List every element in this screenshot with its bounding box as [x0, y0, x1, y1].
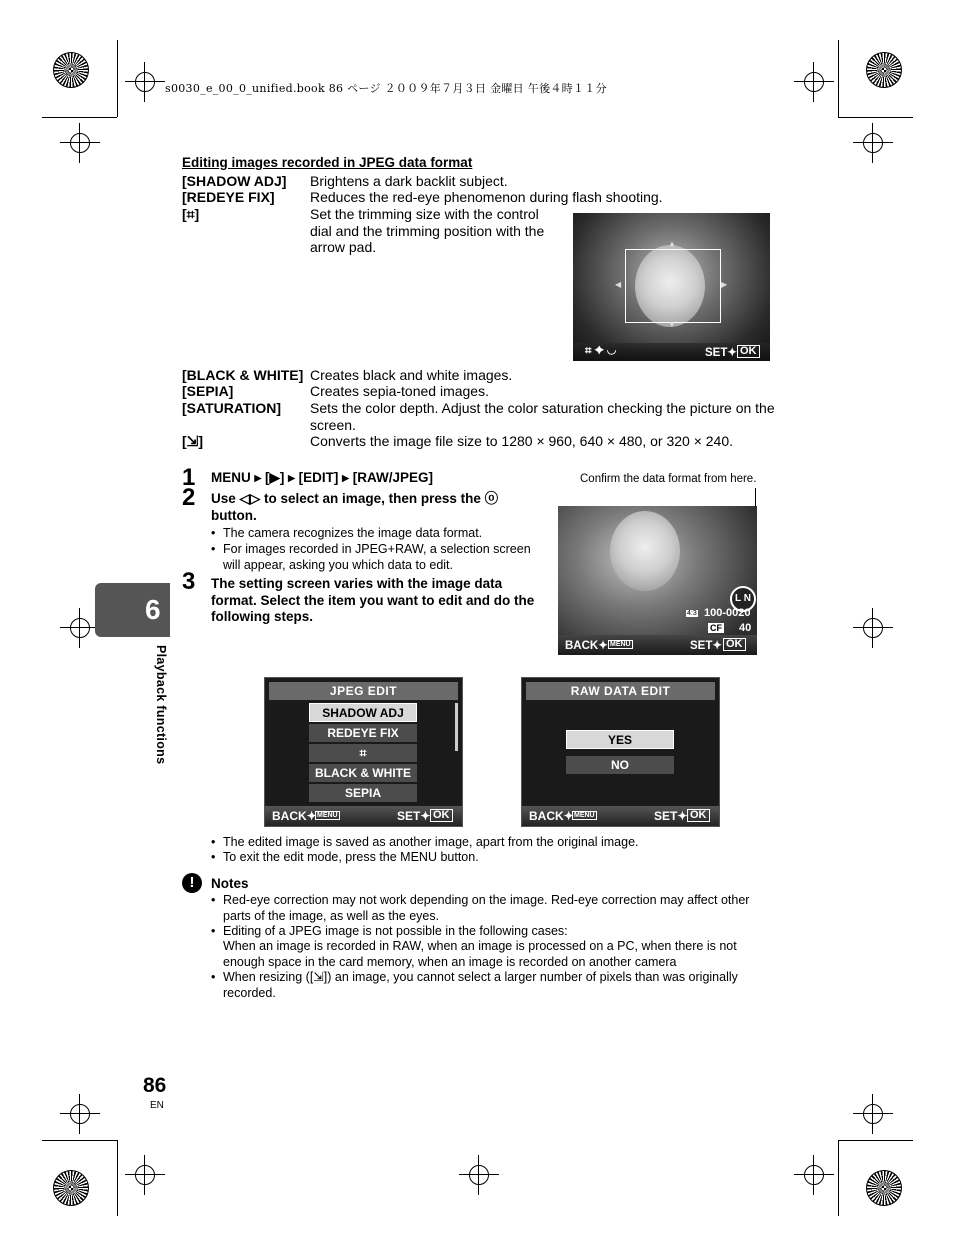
desc-trim: Set the trimming size with the control dial and the trimming position with the arrow pad. [310, 206, 545, 255]
registration-sunburst-icon [866, 1170, 902, 1206]
crop-mark [42, 117, 117, 118]
playback-bottom-bar [558, 635, 757, 655]
jpeg-edit-screen [264, 677, 463, 827]
step-number: 3 [182, 568, 196, 595]
crop-mark [838, 40, 839, 117]
list-item: • For images recorded in JPEG+RAW, a selection screen will appear, asking you which data to edit. [211, 542, 531, 572]
crosshair-icon [135, 72, 155, 92]
file-number: 100-0020 [704, 607, 751, 619]
arrow-down-icon: ▼ [668, 320, 676, 329]
menu-item-no[interactable]: NO [566, 756, 674, 774]
back-label: BACK✦ [272, 809, 317, 823]
step-text: The setting screen varies with the image data format. Select the item you want to edit and do the following steps. [211, 576, 535, 624]
crosshair-icon [863, 1104, 883, 1124]
format-icon: 4:3 [687, 610, 697, 617]
menu-item-black-white[interactable]: BLACK & WHITE [309, 764, 417, 782]
confirm-caption: Confirm the data format from here. [580, 473, 757, 485]
set-label: SET✦ [654, 809, 688, 823]
crosshair-icon [70, 1104, 90, 1124]
registration-sunburst-icon [53, 1170, 89, 1206]
notes-warning-icon: ! [182, 873, 202, 893]
menu-bottom-bar [522, 806, 719, 826]
menu-item-sepia[interactable]: SEPIA [309, 784, 417, 802]
section-title: Editing images recorded in JPEG data format [182, 155, 473, 170]
menu-bottom-bar [265, 806, 462, 826]
back-label: BACK✦ [565, 640, 608, 652]
chapter-label: Playback functions [154, 645, 168, 765]
menu-title: JPEG EDIT [269, 682, 458, 700]
term-resize: [⇲] [182, 433, 204, 449]
desc-resize: Converts the image file size to 1280 × 960, 640 × 480, or 320 × 240. [310, 433, 734, 449]
crosshair-icon [863, 618, 883, 638]
ok-icon: OK [430, 809, 453, 822]
quality-icon: L N [730, 586, 756, 612]
list-item: • To exit the edit mode, press the MENU button. [211, 850, 479, 864]
back-label: BACK✦ [529, 809, 574, 823]
crop-mark [42, 1140, 117, 1141]
step-text: MENU ▸ [▶] ▸ [EDIT] ▸ [RAW/JPEG] [211, 470, 433, 485]
ok-icon: OK [687, 809, 710, 822]
step-text: Use ◁▷ to select an image, then press the ⓞ button. [211, 491, 499, 523]
desc-sepia: Creates sepia-toned images. [310, 383, 489, 399]
raw-edit-screen [521, 677, 720, 827]
menu-item-trim[interactable]: ⌗ [309, 744, 417, 762]
step-number: 2 [182, 484, 196, 511]
list-item: • The edited image is saved as another image, apart from the original image. [211, 835, 639, 849]
list-item: • Editing of a JPEG image is not possible in the following cases: [211, 924, 568, 938]
crop-mark [838, 117, 913, 118]
ok-icon: OK [737, 345, 760, 358]
set-label: SET✦ [397, 809, 431, 823]
crop-mark [838, 1140, 839, 1216]
desc-black-white: Creates black and white images. [310, 367, 513, 383]
language-label: EN [150, 1100, 164, 1111]
desc-redeye-fix: Reduces the red-eye phenomenon during flash shooting. [310, 189, 663, 205]
child-photo [610, 511, 680, 591]
crop-mark [117, 40, 118, 117]
term-saturation: [SATURATION] [182, 400, 282, 416]
term-black-white: [BLACK & WHITE] [182, 367, 304, 383]
ok-icon: OK [723, 638, 746, 651]
arrow-left-icon: ◀ [615, 280, 622, 289]
arrow-right-icon: ▶ [721, 280, 728, 289]
list-item-continued: When an image is recorded in RAW, when an image is processed on a PC, when there is not enough space in the card memory, when an image is recorded on another camera [223, 939, 737, 969]
list-item: • When resizing ([⇲]) an image, you cannot select a larger number of pixels than was originally recorded. [211, 970, 738, 1000]
notes-title: Notes [211, 876, 249, 891]
menu-item-shadow-adj[interactable]: SHADOW ADJ [309, 703, 417, 722]
set-label: SET✦ [705, 347, 738, 359]
chapter-number: 6 [145, 594, 161, 625]
arrow-up-icon: ▲ [668, 239, 676, 248]
term-shadow-adj: [SHADOW ADJ] [182, 173, 287, 189]
book-header-line: s0030_e_00_0_unified.book 86 ページ ２００９年７月３日 金曜日 午後４時１１分 [165, 82, 607, 95]
crop-mark [117, 1140, 118, 1216]
crosshair-icon [70, 133, 90, 153]
registration-sunburst-icon [866, 52, 902, 88]
card-icon: CF [710, 623, 722, 633]
list-item: • The camera recognizes the image data format. [211, 526, 483, 540]
term-redeye-fix: [REDEYE FIX] [182, 189, 275, 205]
menu-title: RAW DATA EDIT [526, 682, 715, 700]
menu-icon: MENU [317, 812, 338, 819]
crop-mark [838, 1140, 913, 1141]
playback-screen [558, 506, 757, 655]
desc-shadow-adj: Brightens a dark backlit subject. [310, 173, 508, 189]
menu-item-yes[interactable]: YES [566, 730, 674, 749]
crosshair-icon [135, 1165, 155, 1185]
menu-item-redeye-fix[interactable]: REDEYE FIX [309, 724, 417, 742]
set-label: SET✦ [690, 640, 723, 652]
list-item: • Red-eye correction may not work depending on the image. Red-eye correction may affect other parts of the image, as well as the eyes. [211, 893, 750, 923]
menu-icon: MENU [574, 812, 595, 819]
term-trim: [⌗] [182, 206, 200, 222]
desc-saturation: Sets the color depth. Adjust the color saturation checking the picture on the screen. [310, 400, 775, 433]
frame-count: 40 [739, 622, 752, 634]
trim-dial-icons: ⌗ ✦ ◡ [585, 345, 617, 357]
term-sepia: [SEPIA] [182, 383, 234, 399]
scrollbar[interactable] [455, 703, 458, 751]
trim-screen [573, 213, 770, 361]
step-number: 1 [182, 464, 196, 491]
crosshair-icon [863, 133, 883, 153]
trim-frame [625, 249, 721, 323]
crosshair-icon [70, 618, 90, 638]
crosshair-icon [804, 72, 824, 92]
registration-sunburst-icon [53, 52, 89, 88]
crosshair-icon [469, 1165, 489, 1185]
trim-bottom-bar [573, 343, 770, 361]
page-number: 86 [143, 1074, 167, 1097]
crosshair-icon [804, 1165, 824, 1185]
menu-icon: MENU [610, 641, 631, 648]
